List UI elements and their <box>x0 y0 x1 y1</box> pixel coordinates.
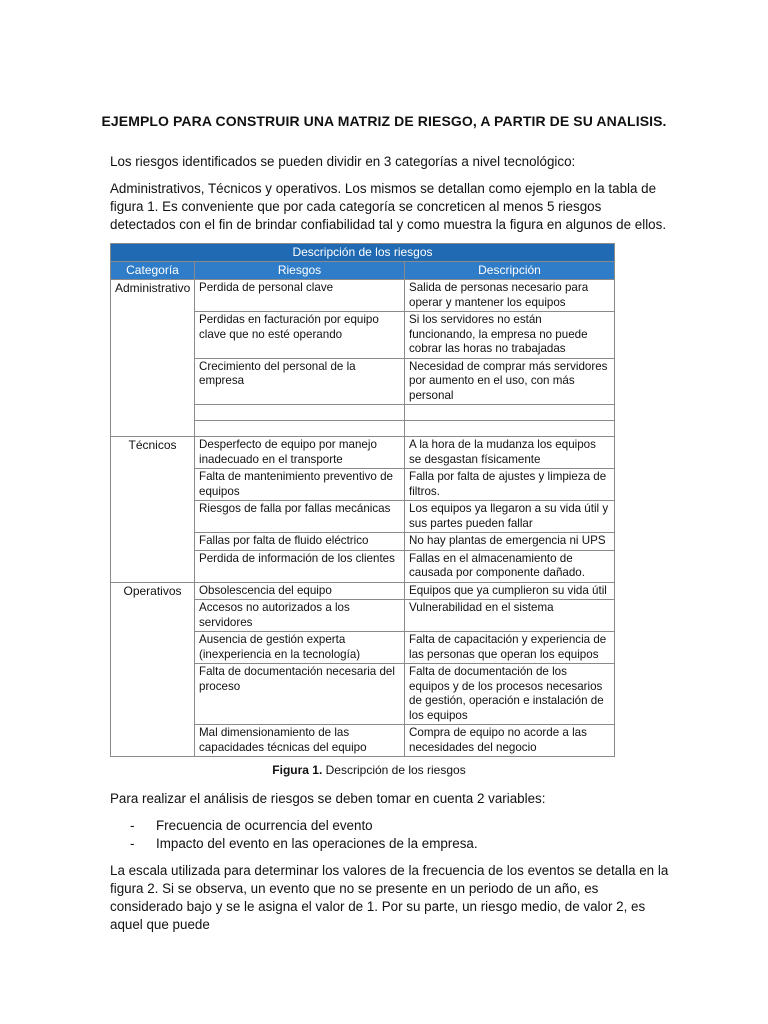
risk-cell: Falta de documentación necesaria del proceso <box>195 664 405 725</box>
category-cell: Técnicos <box>111 437 195 583</box>
category-cell: Operativos <box>111 582 195 757</box>
table-row <box>111 582 615 600</box>
figure-1 <box>110 243 614 777</box>
risk-cell: Riesgos de falla por fallas mecánicas <box>195 501 405 533</box>
risk-cell: Falta de mantenimiento preventivo de equipos <box>195 469 405 501</box>
category-cell: Administrativo <box>111 280 195 437</box>
description-cell: Compra de equipo no acorde a las necesidades del negocio <box>405 725 615 757</box>
list-item <box>130 817 650 835</box>
description-cell: Falta de capacitación y experiencia de las personas que operan los equipos <box>405 632 615 664</box>
risk-cell: Accesos no autorizados a los servidores <box>195 600 405 632</box>
document-title: EJEMPLO PARA CONSTRUIR UNA MATRIZ DE RIESGO, A PARTIR DE SU ANALISIS. <box>101 113 667 129</box>
risk-cell: Mal dimensionamiento de las capacidades técnicas del equipo <box>195 725 405 757</box>
variables-paragraph: Para realizar el análisis de riesgos se deben tomar en cuenta 2 variables: <box>110 791 546 806</box>
description-cell <box>405 421 615 437</box>
description-cell <box>405 405 615 421</box>
description-cell: Si los servidores no están funcionando, la empresa no puede cobrar las horas no trabajadas <box>405 312 615 359</box>
description-cell: Falla por falta de ajustes y limpieza de filtros. <box>405 469 615 501</box>
table-row <box>111 280 615 312</box>
description-cell: A la hora de la mudanza los equipos se desgastan físicamente <box>405 437 615 469</box>
risk-cell: Perdida de información de los clientes <box>195 550 405 582</box>
description-cell: No hay plantas de emergencia ni UPS <box>405 533 615 551</box>
description-cell: Los equipos ya llegaron a su vida útil y sus partes pueden fallar <box>405 501 615 533</box>
description-cell: Equipos que ya cumplieron su vida útil <box>405 582 615 600</box>
table-body <box>111 280 615 757</box>
description-cell: Vulnerabilidad en el sistema <box>405 600 615 632</box>
intro-paragraph: Los riesgos identificados se pueden dividir en 3 categorías a nivel tecnológico: <box>110 154 576 169</box>
list-item <box>130 835 650 853</box>
list-item-text: Frecuencia de ocurrencia del evento <box>156 818 373 833</box>
list-item-text: Impacto del evento en las operaciones de la empresa. <box>156 836 478 851</box>
variables-list <box>130 817 650 853</box>
figure-caption <box>110 763 614 777</box>
column-header-descripcion: Descripción <box>405 262 615 280</box>
risk-cell: Perdidas en facturación por equipo clave que no esté operando <box>195 312 405 359</box>
risk-cell: Fallas por falta de fluido eléctrico <box>195 533 405 551</box>
bullet-marker: - <box>130 818 135 833</box>
description-cell: Necesidad de comprar más servidores por aumento en el uso, con más personal <box>405 358 615 405</box>
scale-paragraph: La escala utilizada para determinar los valores de la frecuencia de los eventos se detalla en la figura 2. Si se observa, un evento que no se presente en un periodo de un año, es considerado bajo y se le asigna el valor de 1. Por su parte, un riesgo medio, de valor 2, es aquel que puede <box>110 863 669 932</box>
categories-paragraph: Administrativos, Técnicos y operativos. Los mismos se detallan como ejemplo en la tabla de figura 1. Es conveniente que por cada categoría se concreticen al menos 5 riesgos detectados con el fin de brindar confiabilidad tal y como muestra la figura en algunos de ellos. <box>110 181 667 232</box>
column-header-categoria: Categoría <box>111 262 195 280</box>
risk-cell <box>195 421 405 437</box>
risk-cell <box>195 405 405 421</box>
table-title: Descripción de los riesgos <box>111 244 615 262</box>
bullet-marker: - <box>130 836 135 851</box>
risk-cell: Ausencia de gestión experta (inexperiencia en la tecnología) <box>195 632 405 664</box>
caption-text: Descripción de los riesgos <box>325 763 466 777</box>
risk-cell: Desperfecto de equipo por manejo inadecuado en el transporte <box>195 437 405 469</box>
description-cell: Falta de documentación de los equipos y de los procesos necesarios de gestión, operación e instalación de los equipos <box>405 664 615 725</box>
caption-label: Figura 1. <box>272 763 323 777</box>
description-cell: Salida de personas necesario para operar y mantener los equipos <box>405 280 615 312</box>
table-row <box>111 437 615 469</box>
risk-cell: Perdida de personal clave <box>195 280 405 312</box>
risk-cell: Obsolescencia del equipo <box>195 582 405 600</box>
risk-description-table <box>110 243 615 757</box>
column-header-riesgos: Riesgos <box>195 262 405 280</box>
description-cell: Fallas en el almacenamiento de causada por componente dañado. <box>405 550 615 582</box>
risk-cell: Crecimiento del personal de la empresa <box>195 358 405 405</box>
